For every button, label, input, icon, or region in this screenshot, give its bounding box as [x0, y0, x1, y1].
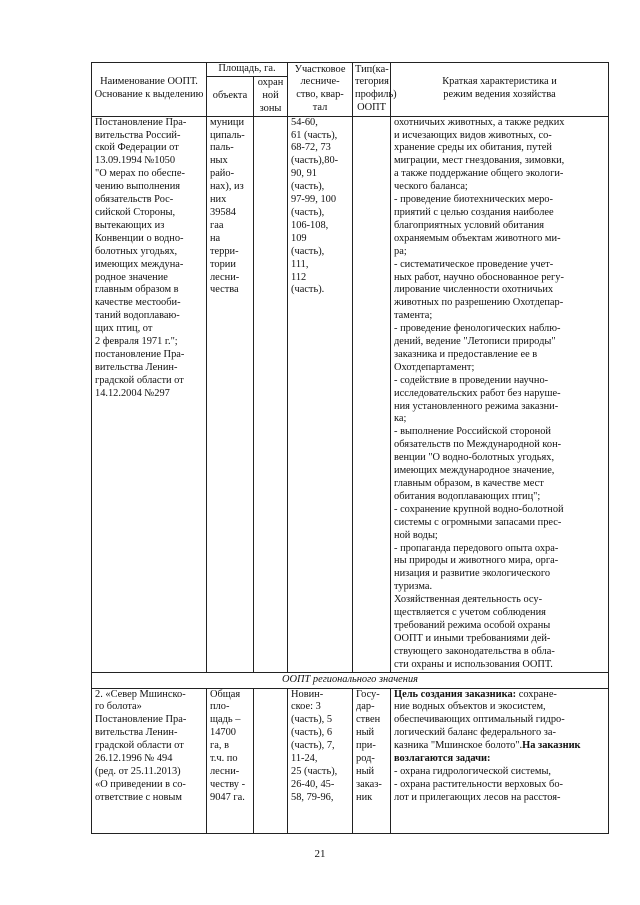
header-type: Тип(ка- тегория профиль) ООПТ: [353, 63, 391, 117]
page-number: 21: [314, 848, 326, 860]
header-row-1: [92, 63, 609, 77]
header-area-object: объекта: [207, 76, 254, 116]
cell-area-object: муници ципаль- паль- ных райо- нах), из них 39584 гаа на терри- тории лесни- чества: [207, 116, 254, 672]
goal-label: Цель создания заказника:: [394, 688, 517, 700]
section-label: ООПТ регионального значения: [92, 672, 609, 688]
header-sites: Участковое лесниче- ство, квар- тал: [288, 63, 353, 117]
header-name: Наименование ООПТ. Основание к выделению: [92, 63, 207, 117]
cell-type: [353, 116, 391, 672]
goal-text: сохране- ние водных объектов и экосистем, обеспечивающих оптимальный гидро- логический баланс федерального за- казника "Мшинское болото".: [394, 688, 565, 752]
section-row: [92, 672, 609, 688]
cell-area-buffer: [254, 688, 288, 833]
table-row: [92, 116, 609, 672]
document-table: [91, 62, 609, 834]
tasks-label: На заказник возлагаются задачи:: [394, 740, 581, 765]
cell-sites: Новин- ское: 3 (часть), 5 (часть), 6 (часть), 7, 11-24, 25 (часть), 26-40, 45- 58, 79-96,: [288, 688, 353, 833]
cell-type: Госу- дар- ствен ный при- род- ный заказ- ник: [353, 688, 391, 833]
tasks-text: - охрана гидрологической системы, - охрана растительности верховых бо- лот и прилегающих лесов на расстоя-: [394, 765, 563, 803]
cell-description: охотничьих животных, а также редких и исчезающих видов животных, со- хранение среды их обитания, путей миграции, мест гнездования, зимовки, а также поддержание общего экологи- ческого баланса; - проведение биотехнических меро- приятий с целью создания наиболее благоприятных условий обитания охраняемым объектам животного ми- ра; - систематическое проведение учет- ных работ, научно обоснованное регу- лирование численности охотничьих животных по разрешению Охотдепар- тамента; - проведение фенологических наблю- дений, ведение "Летописи природы" заказника и предоставление ее в Охотдепартамент; - содействие в проведении научно- исследовательских работ без наруше- ния установленного режима заказни- ка; - выполнение Российской стороной обязательств по Международной кон- венции "О водно-болотных угодьях, имеющих международное значение, главным образом, в качестве мест обитания водоплавающих птиц"; - сохранение крупной водно-болотной системы с огромными запасами прес- ной воды; - пропаганда передового опыта охра- ны природы и животного мира, орга- низация и развитие экологического туризма. Хозяйственная деятельность осу- ществляется с учетом соблюдения требований режима особой охраны ООПТ и иными требованиями дей- ствующего законодательства в обла- сти охраны и использования ООПТ.: [391, 116, 609, 672]
cell-area-object: Общая пло- щадь – 14700 га, в т.ч. по лесни- честву - 9047 га.: [207, 688, 254, 833]
header-area-group: Площадь, га.: [207, 63, 288, 77]
cell-name: Постановление Пра- вительства Россий- ской Федерации от 13.09.1994 №1050 "О мерах по обеспе- чению выполнения обязательств Рос- сийской Стороны, вытекающих из Конвенции о водно- болотных угодьях, имеющих междуна- родное значение главным образом в качестве местооби- таний водоплаваю- щих птиц, от 2 февраля 1971 г."; постановление Пра- вительства Ленин- градской области от 14.12.2004 №297: [92, 116, 207, 672]
header-area-buffer: охран ной зоны: [254, 76, 288, 116]
cell-description: [391, 688, 609, 833]
header-description: Краткая характеристика и режим ведения хозяйства: [391, 63, 609, 117]
cell-name: 2. «Север Мшинско- го болота» Постановление Пра- вительства Ленин- градской области от 26.12.1996 № 494 (ред. от 25.11.2013) «О приведении в со- ответствие с новым: [92, 688, 207, 833]
cell-area-buffer: [254, 116, 288, 672]
cell-sites: 54-60, 61 (часть), 68-72, 73 (часть),80- 90, 91 (часть), 97-99, 100 (часть), 106-108, 109 (часть), 111, 112 (часть).: [288, 116, 353, 672]
table-row: [92, 688, 609, 833]
